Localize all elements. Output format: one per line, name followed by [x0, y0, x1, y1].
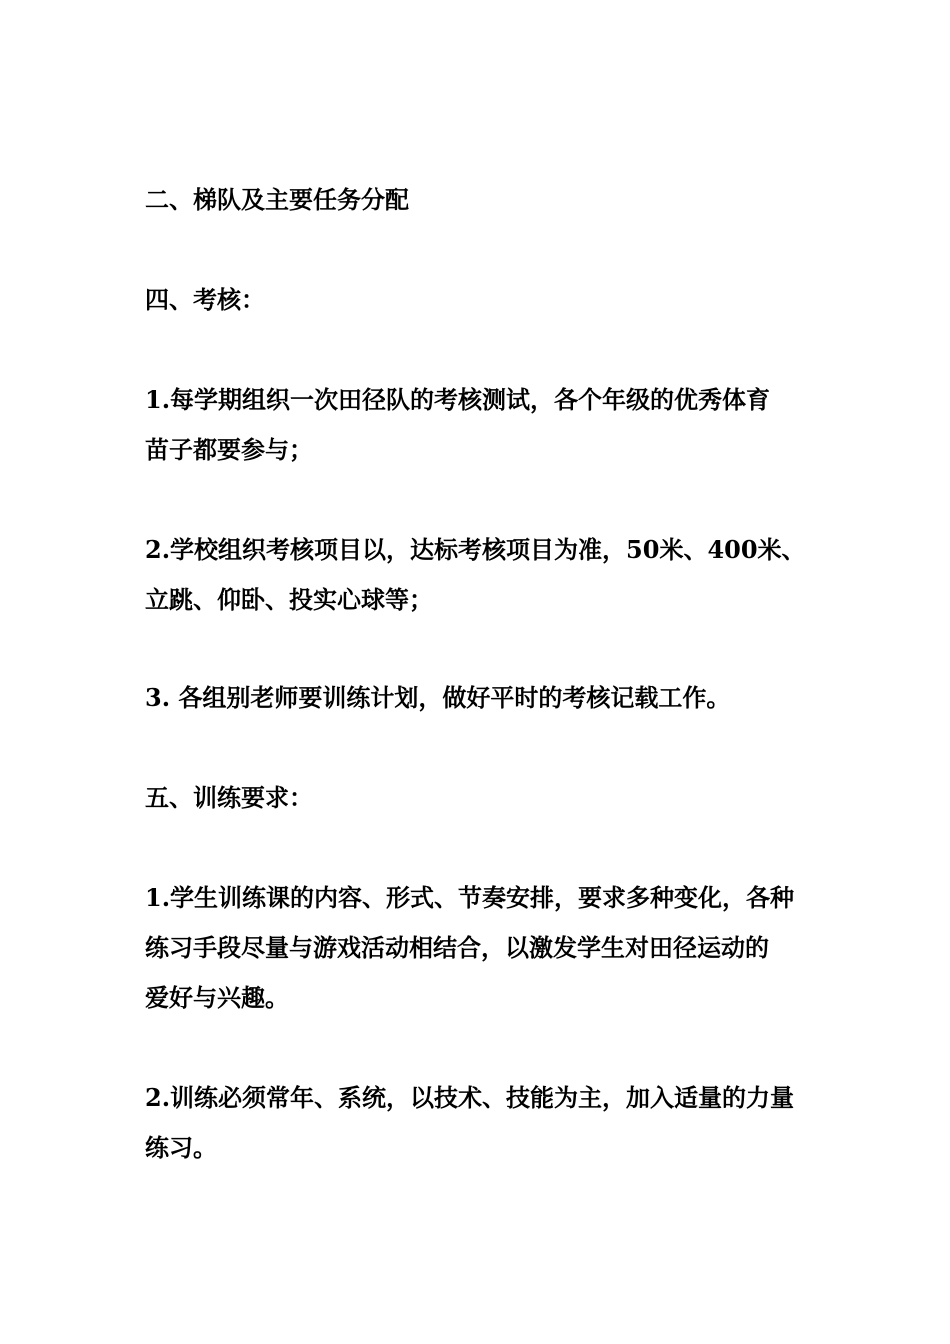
paragraph-assessment-3: 3. 各组别老师要训练计划，做好平时的考核记载工作。 — [145, 683, 731, 712]
heading-team-tasks: 二、梯队及主要任务分配 — [145, 185, 409, 214]
paragraph-training-1-line-3: 爱好与兴趣。 — [145, 983, 289, 1012]
paragraph-assessment-1-line-1: 1.每学期组织一次田径队的考核测试，各个年级的优秀体育 — [145, 385, 771, 414]
paragraph-training-2-line-2: 练习。 — [145, 1133, 217, 1162]
paragraph-training-2-line-1: 2.训练必须常年、系统，以技术、技能为主，加入适量的力量 — [145, 1083, 795, 1112]
paragraph-assessment-1-line-2: 苗子都要参与； — [145, 435, 313, 464]
paragraph-assessment-2-line-2: 立跳、仰卧、投实心球等； — [145, 585, 433, 614]
heading-training-requirements: 五、训练要求： — [145, 783, 313, 812]
paragraph-training-1-line-1: 1.学生训练课的内容、形式、节奏安排，要求多种变化，各种 — [145, 883, 795, 912]
paragraph-training-1-line-2: 练习手段尽量与游戏活动相结合，以激发学生对田径运动的 — [145, 933, 769, 962]
heading-assessment: 四、考核： — [145, 285, 265, 314]
paragraph-assessment-2-line-1: 2.学校组织考核项目以，达标考核项目为准，50米、400米、 — [145, 535, 806, 564]
